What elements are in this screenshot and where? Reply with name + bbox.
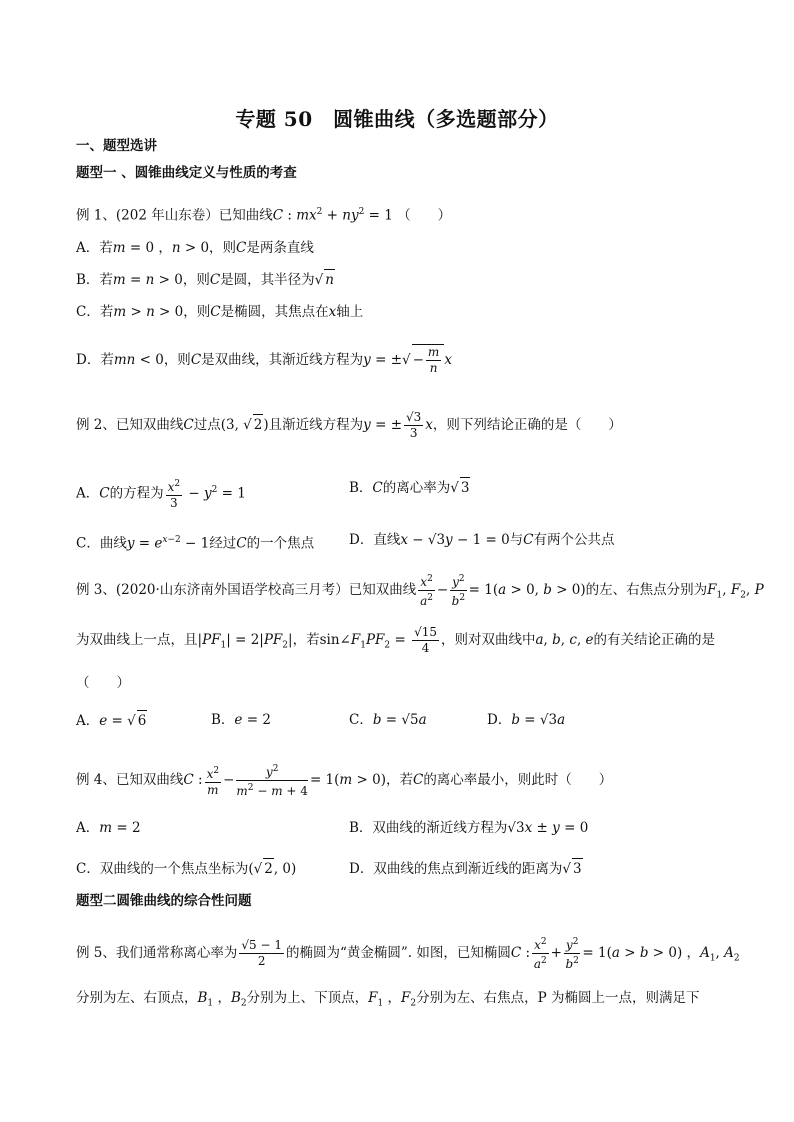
ex5-stem: 例 5、我们通常称离心率为 $\frac{√5 - 1}{2}$ 的椭圆为“黄金椭圆”. 如图，已知椭圆C : $\frac{x^2}{a^2}$ + $\frac{y^2}{b^2}$ = 1(a > b > 0) ，$A_1$, $A_2$ [76,937,740,971]
ex1-option-a: A．若m = 0 ，n > 0，则C是两条直线 [76,240,314,256]
ex1-option-b: B．若m = n > 0，则C是圆，其半径为√ n [76,269,335,290]
ex3-option-a: A．e = √ 6 [76,710,147,731]
type1-heading: 题型一 、圆锥曲线定义与性质的考查 [76,165,297,181]
ex5-line2: 分别为左、右顶点，$B_1$ ，$B_2$分别为上、下顶点，$F_1$ ，$F_2$分别为左、右焦点，P 为椭圆上一点，则满足下 [76,990,700,1009]
ex3-option-c: C．b = √5a [349,712,427,728]
ex2-option-b: B．C的离心率为√ 3 [349,477,470,498]
ex2-option-d: D．直线x − √3y − 1 = 0与C有两个公共点 [349,532,615,548]
ex3-option-b: B．e = 2 [211,712,271,728]
ex4-option-d: D．双曲线的焦点到渐近线的距离为√ 3 [349,858,583,879]
ex4-option-c: C．双曲线的一个焦点坐标为(√ 2, 0) [76,858,296,879]
ex4-option-a: A．m = 2 [76,820,141,836]
type2-heading: 题型二圆锥曲线的综合性问题 [76,893,252,909]
page-title: 专题 50 圆锥曲线（多选题部分） [235,107,559,131]
ex3-stem: 例 3、(2020·山东济南外国语学校高三月考）已知双曲线 $\frac{x^2}{a^2}$ − $\frac{y^2}{b^2}$ = 1(a > 0, b > 0)的左、右焦点分别为$F_1$, $F_2$, P [76,574,764,608]
ex3-option-d: D．b = √3a [487,712,566,728]
ex1-option-d: D．若mn < 0，则C是双曲线，其渐近线方程为y = ±√ − $\frac{m}{n}$ x [76,345,452,375]
ex1-option-c: C．若m > n > 0，则C是椭圆，其焦点在x轴上 [76,304,364,320]
ex2-stem: 例 2、已知双曲线C过点(3, √ 2)且渐近线方程为y = ± $\frac{√3}{3}$ x，则下列结论正确的是（ ） [76,410,622,440]
section-heading: 一、题型选讲 [76,138,157,154]
ex3-line2: 为双曲线上一点，且$|PF_1| = 2|PF_2|$，若$\sin\angle F_1PF_2$ = $\frac{√15}{4}$ ，则对双曲线中a, b, c, e的有关结论正确的是 [76,625,716,655]
ex2-option-c: C．曲线$y = e^{x-2} - 1$经过C的一个焦点 [76,535,315,552]
ex4-option-b: B．双曲线的渐近线方程为√3x ± y = 0 [349,820,589,836]
ex2-option-a: A．C的方程为 $\frac{x^2}{3}$ − $y^2 = 1$ [76,479,246,510]
ex4-stem: 例 4、已知双曲线C : $\frac{x^2}{m}$ − $\frac{y^2}{m^2 - m + 4}$ = 1(m > 0)，若C的离心率最小，则此时（ ） [76,764,613,798]
ex1-stem: 例 1、(202 年山东卷）已知曲线C : $mx^2 + ny^2 = 1$ （ ） [76,207,452,224]
ex3-line3: （ ） [76,675,130,691]
